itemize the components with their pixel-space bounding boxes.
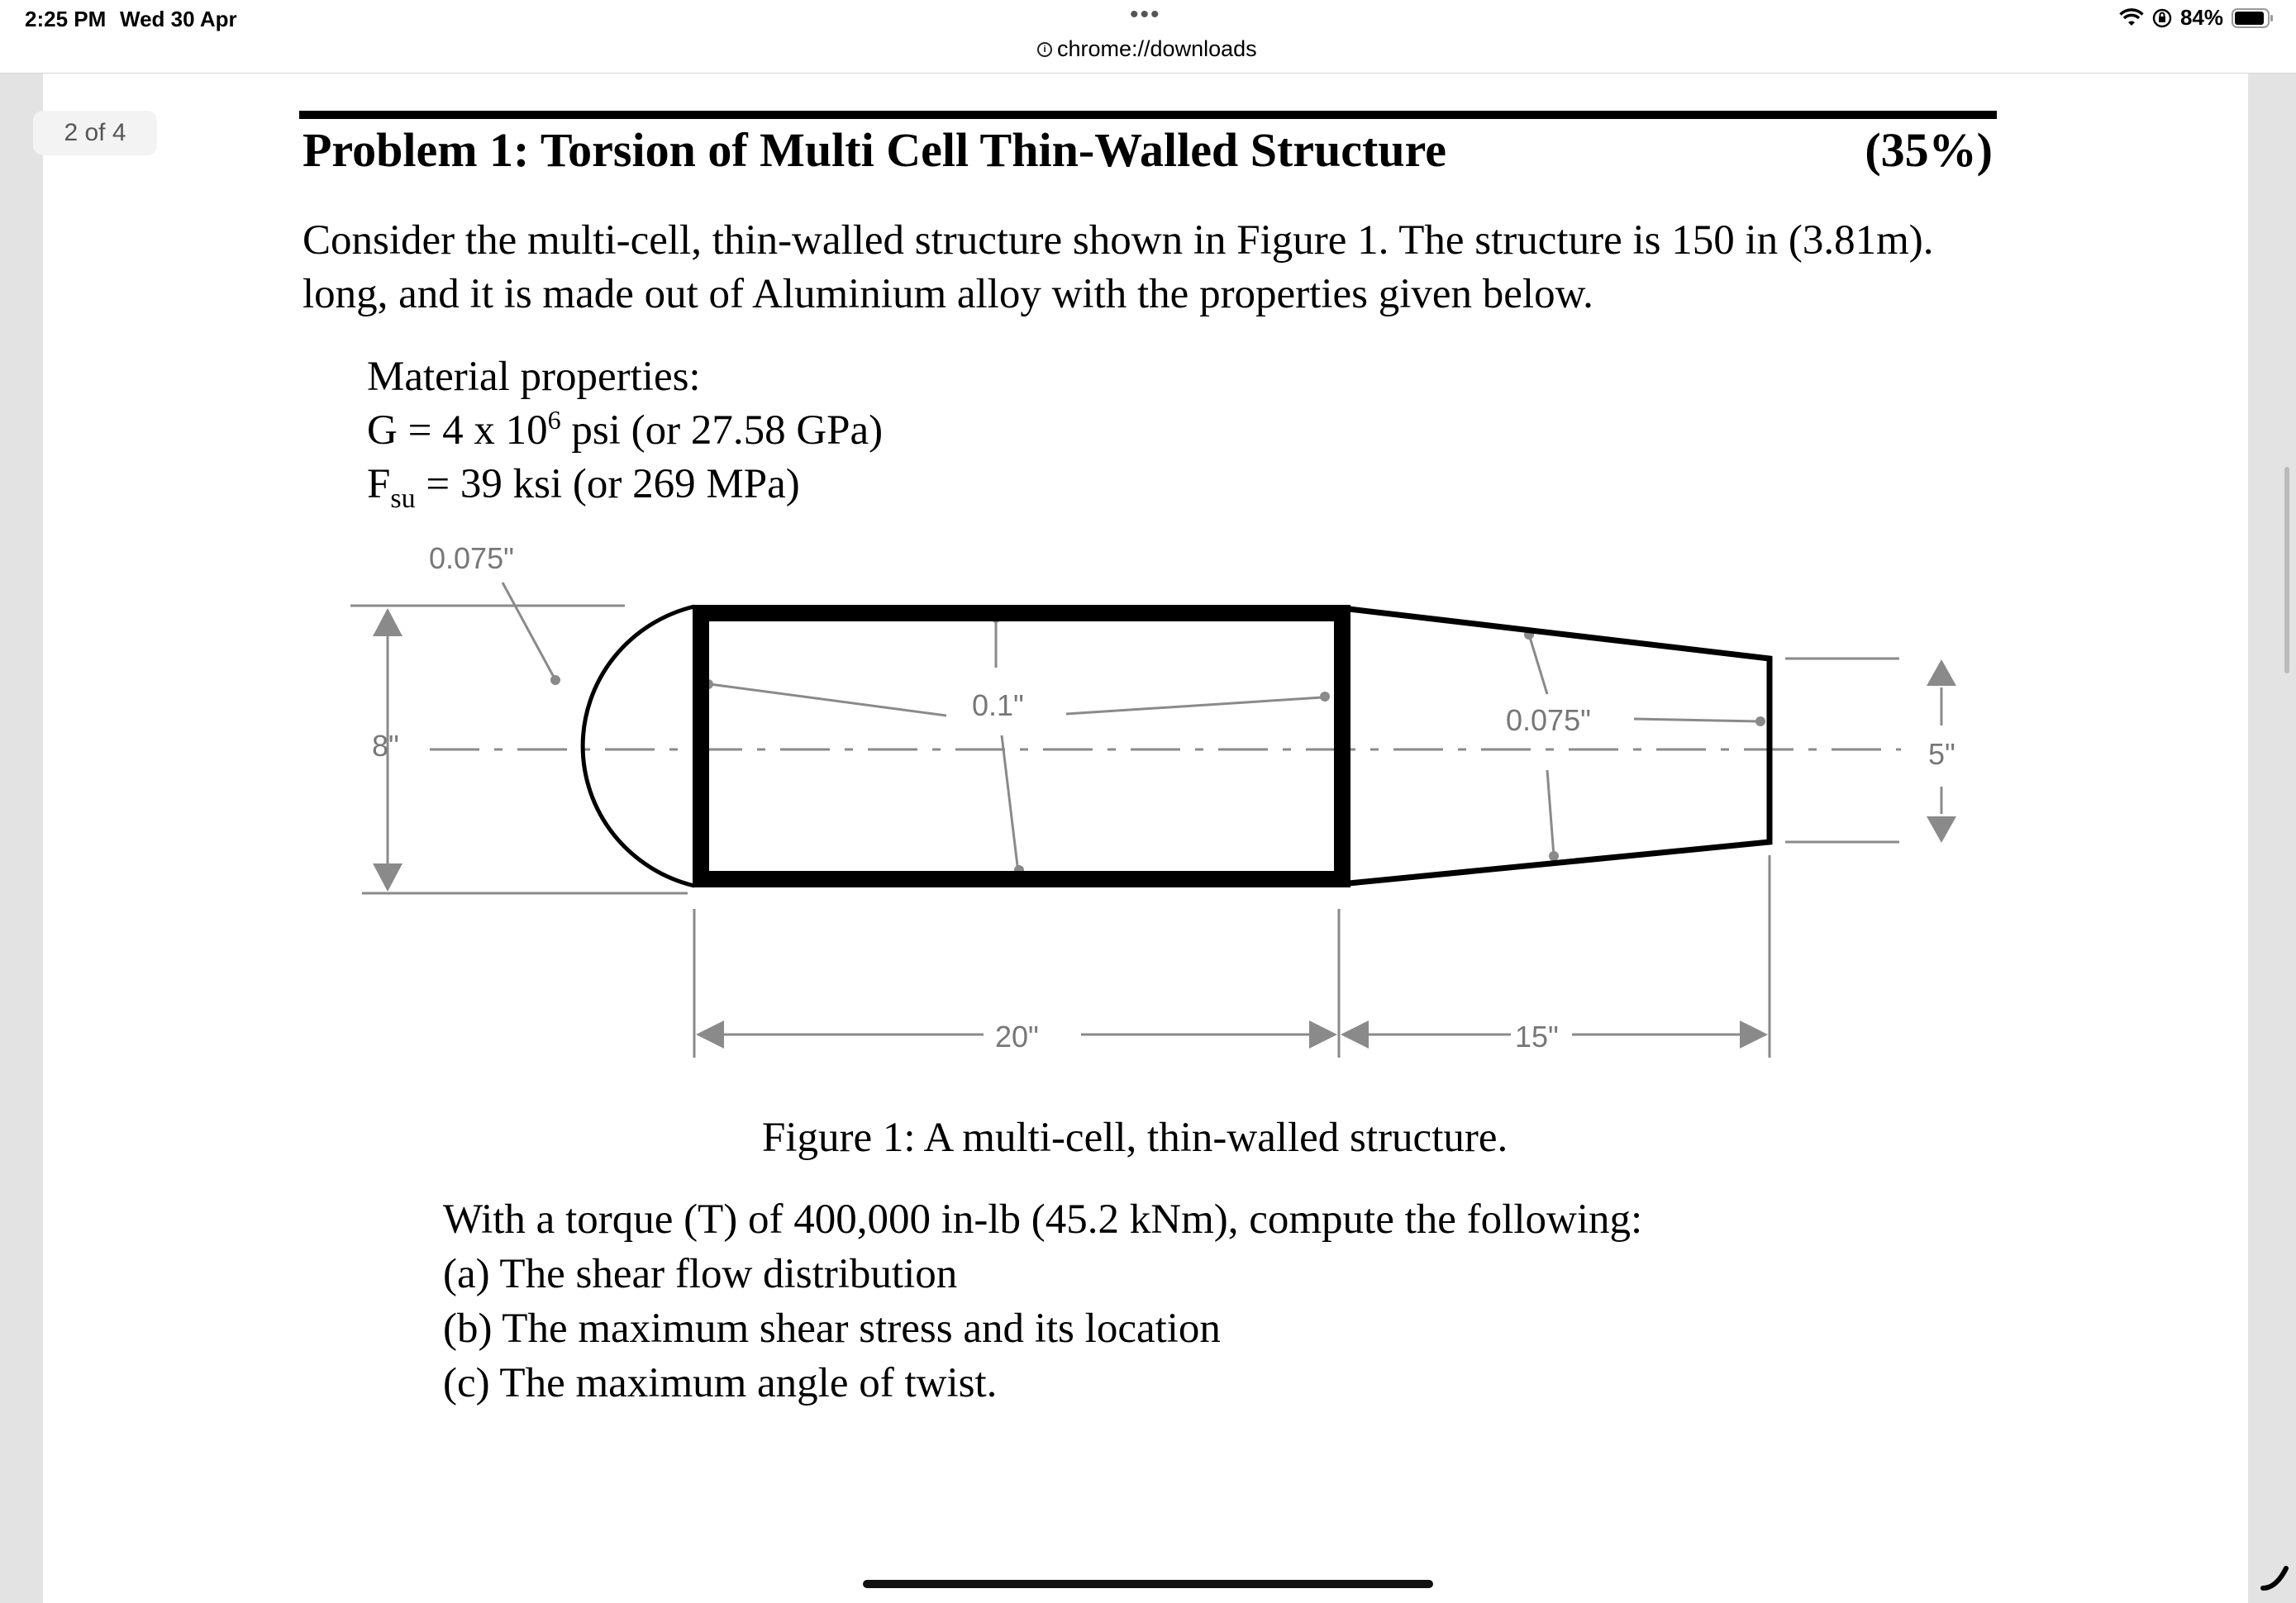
label-thickness-nose: 0.075" xyxy=(429,541,514,575)
clock: 2:25 PM xyxy=(25,7,107,31)
question-a: (a) The shear flow distribution xyxy=(443,1251,958,1297)
url-text: chrome://downloads xyxy=(1057,36,1257,61)
label-height-right: 5" xyxy=(1928,737,1955,771)
label-length-box: 20" xyxy=(995,1020,1039,1054)
label-length-tail: 15" xyxy=(1515,1020,1559,1054)
box-cell xyxy=(701,613,1342,879)
question-b: (b) The maximum shear stress and its location xyxy=(443,1306,1221,1352)
date: Wed 30 Apr xyxy=(120,7,237,31)
material-shear-modulus: G = 4 x $10^6$ psi (or 27.58 GPa) xyxy=(367,405,884,454)
battery-percent: 84% xyxy=(2179,5,2223,30)
info-icon: i xyxy=(1037,42,1052,57)
intro-line-2: long, and it is made out of Aluminium alloy with the properties given below. xyxy=(302,271,1593,317)
home-indicator[interactable] xyxy=(863,1580,1433,1588)
page-indicator: 2 of 4 xyxy=(33,111,157,155)
multitasking-dots[interactable]: ••• xyxy=(1130,1,1161,28)
material-heading: Material properties: xyxy=(367,354,701,400)
figure-caption: Figure 1: A multi-cell, thin-walled structure. xyxy=(762,1115,1508,1161)
label-thickness-tail: 0.075" xyxy=(1506,703,1591,737)
problem-title: Problem 1: Torsion of Multi Cell Thin-Walled Structure xyxy=(302,123,1447,177)
label-thickness-spar: 0.1" xyxy=(972,688,1024,722)
problem-weight: (35%) xyxy=(1865,123,1993,177)
tail-cell xyxy=(1349,609,1770,883)
question-c: (c) The maximum angle of twist. xyxy=(443,1360,998,1406)
markup-pen-icon[interactable] xyxy=(2258,1560,2291,1593)
nose-wall xyxy=(583,606,694,886)
intro-line-1: Consider the multi-cell, thin-walled structure shown in Figure 1. The structure is 150 in (3.81m). xyxy=(302,217,1934,264)
question-intro: With a torque (T) of 400,000 in-lb (45.2 kNm), compute the following: xyxy=(443,1196,1643,1243)
label-height-left: 8" xyxy=(372,729,399,763)
material-shear-strength: $F_{su} = 39$ ksi (or 269 MPa) xyxy=(367,461,800,514)
